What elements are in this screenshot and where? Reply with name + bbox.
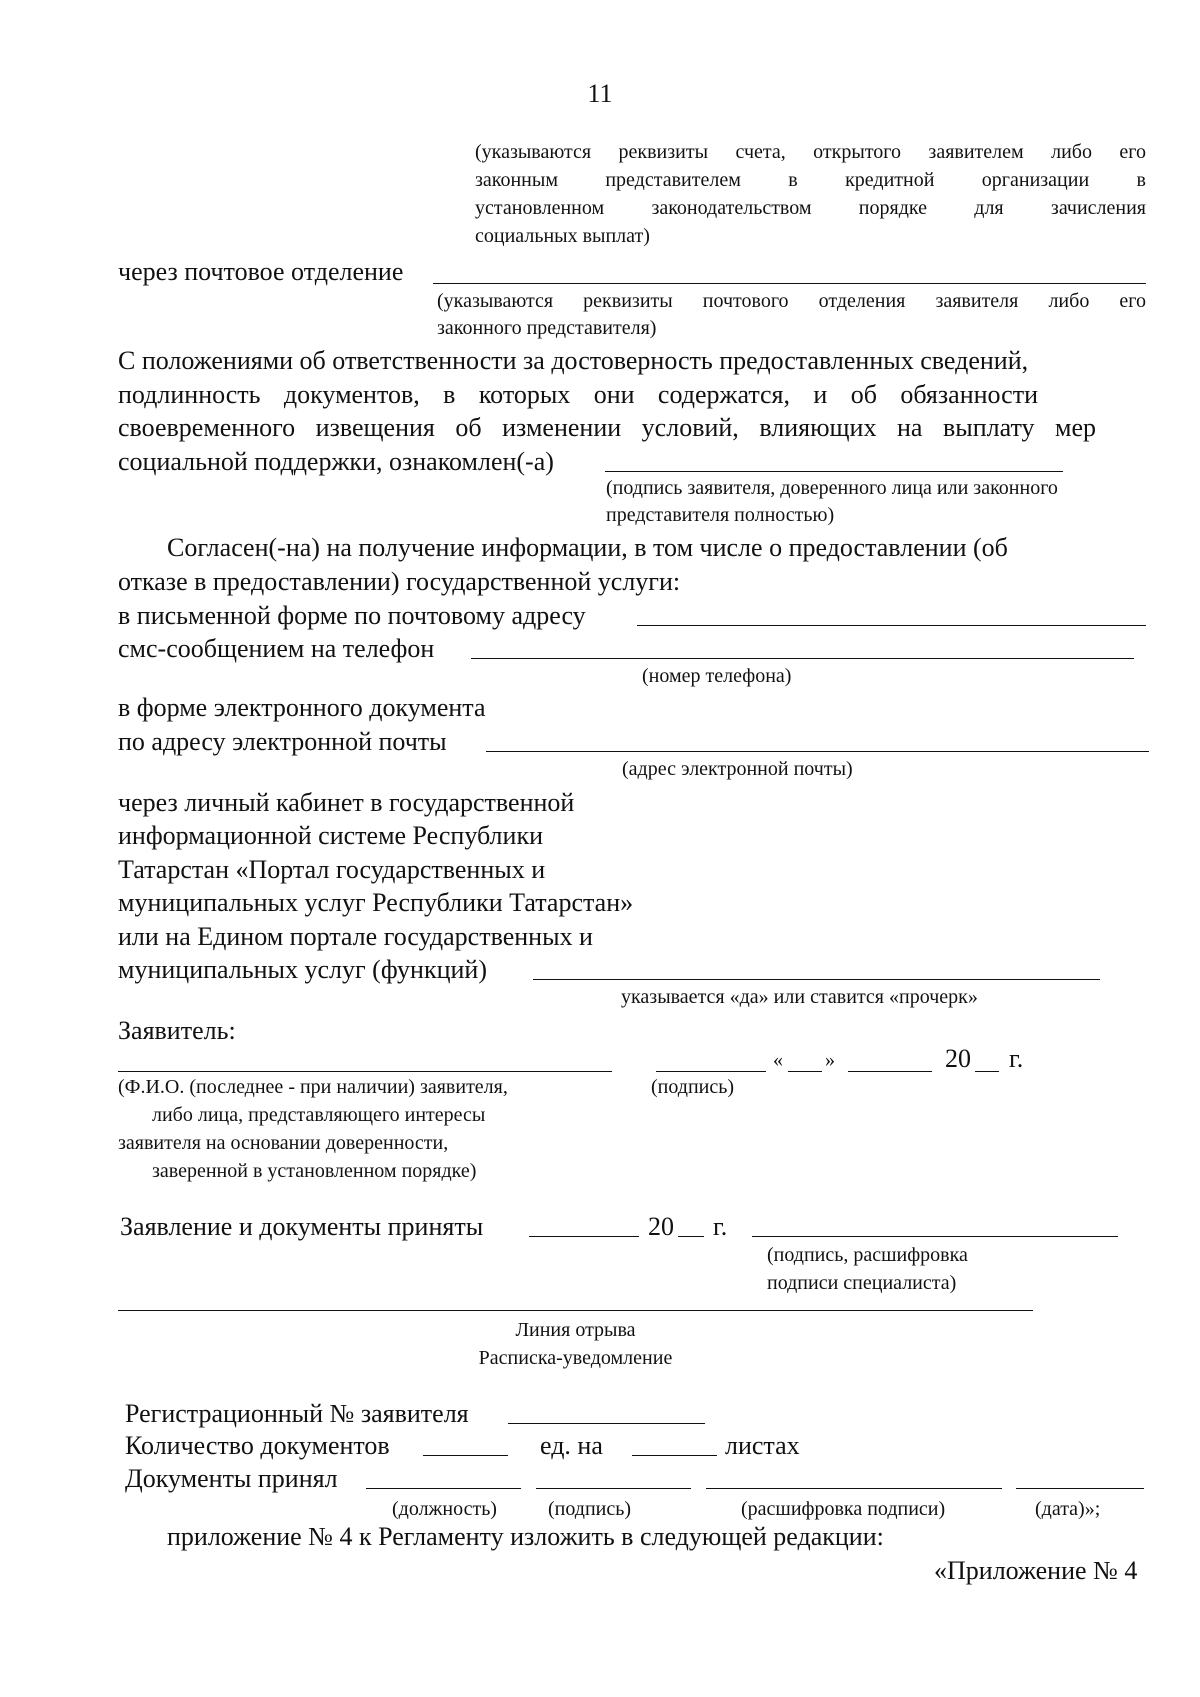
portal-note: указывается «да» или ставится «прочерк» [621, 986, 978, 1008]
receipt-signature-field[interactable] [536, 1488, 691, 1489]
consent-portal-line-6: муниципальных услуг (функций) [118, 955, 487, 984]
account-note-line-1: (указываются реквизиты счета, открытого заявителем либо его [475, 141, 1146, 163]
accepted-year-suffix: г. [713, 1212, 728, 1241]
accepted-label: Заявление и документы приняты [120, 1212, 484, 1241]
fio-note-line-4: заверенной в установленном порядке) [152, 1160, 477, 1182]
position-field[interactable] [366, 1488, 521, 1489]
responsibility-note-line-1: (подпись заявителя, доверенного лица или законного [606, 477, 1058, 499]
page-number: 11 [587, 79, 613, 108]
position-note: (должность) [392, 1498, 497, 1520]
fio-note-line-2: либо лица, представляющего интересы [152, 1104, 486, 1126]
consent-postal-label: в письменной форме по почтовому адресу [118, 601, 586, 630]
date-year-field[interactable] [975, 1071, 999, 1072]
responsibility-note-line-2: представителя полностью) [606, 504, 835, 526]
signature-note: (подпись) [651, 1076, 735, 1098]
accepted-year-prefix: 20 [648, 1212, 674, 1241]
applicant-fio-field[interactable] [118, 1071, 612, 1072]
sheet-count-field[interactable] [632, 1455, 717, 1456]
consent-line-2: отказе в предоставлении) государственной услуги: [118, 567, 681, 596]
consent-portal-line-3: Татарстан «Портал государственных и [118, 855, 546, 884]
signature-decoding-field[interactable] [706, 1488, 1002, 1489]
tear-line-label: Линия отрыва [515, 1319, 636, 1341]
account-note-line-3: установленном законодательством порядке для зачисления [475, 197, 1146, 219]
accepted-note-line-1: (подпись, расшифровка [767, 1244, 968, 1266]
receipt-title: Расписка-уведомление [478, 1347, 673, 1369]
account-note-line-2: законным представителем в кредитной организации в [475, 169, 1146, 191]
reg-number-field[interactable] [508, 1423, 705, 1424]
doc-count-label: Количество документов [125, 1431, 390, 1460]
sheets-label: листах [725, 1431, 800, 1460]
account-note-line-4: социальных выплат) [475, 225, 650, 247]
consent-portal-line-2: информационной системе Республики [118, 821, 543, 850]
post-office-label: через почтовое отделение [118, 257, 404, 286]
doc-count-field[interactable] [423, 1455, 508, 1456]
closing-text: приложение № 4 к Регламенту изложить в следующей редакции: [167, 1522, 884, 1551]
postal-address-field[interactable] [637, 625, 1146, 626]
accepted-date-field[interactable] [529, 1236, 639, 1237]
accepted-year-field[interactable] [678, 1236, 704, 1237]
date-year-prefix: 20 [945, 1044, 971, 1073]
fio-note-line-1: (Ф.И.О. (последнее - при наличии) заявителя, [118, 1076, 508, 1098]
doc-count-units: ед. на [540, 1431, 603, 1460]
date-quote-open: « [773, 1049, 783, 1071]
accepted-by-label: Документы принял [125, 1464, 338, 1493]
phone-note: (номер телефона) [642, 665, 792, 687]
consent-email-line-2: по адресу электронной почты [118, 727, 447, 756]
post-office-note-line-2: законного представителя) [437, 317, 657, 339]
responsibility-line-1: С положениями об ответственности за достоверность предоставленных сведений, [118, 346, 1029, 375]
consent-sms-label: смс-сообщением на телефон [118, 634, 435, 663]
applicant-label: Заявитель: [118, 1016, 236, 1045]
fio-note-line-3: заявителя на основании доверенности, [118, 1132, 449, 1154]
date-quote-close: » [825, 1049, 835, 1071]
reg-number-label: Регистрационный № заявителя [125, 1399, 469, 1428]
post-office-field[interactable] [433, 283, 1146, 284]
date-day-field[interactable] [788, 1071, 822, 1072]
applicant-signature-field[interactable] [656, 1071, 766, 1072]
phone-field[interactable] [471, 658, 1134, 659]
email-note: (адрес электронной почты) [622, 758, 853, 780]
email-field[interactable] [486, 751, 1149, 752]
consent-email-line-1: в форме электронного документа [118, 693, 486, 722]
responsibility-signature-field[interactable] [605, 471, 1063, 472]
consent-portal-line-4: муниципальных услуг Республики Татарстан» [118, 888, 634, 917]
post-office-note-line-1: (указываются реквизиты почтового отделения заявителя либо его [437, 290, 1146, 312]
accepted-note-line-2: подписи специалиста) [767, 1272, 957, 1294]
decoding-note: (расшифровка подписи) [741, 1498, 946, 1520]
specialist-signature-field[interactable] [752, 1236, 1118, 1237]
date-year-suffix: г. [1009, 1044, 1024, 1073]
consent-portal-line-5: или на Едином портале государственных и [118, 922, 593, 951]
responsibility-line-2: подлинность документов, в которых они содержатся, и об обязанности [118, 380, 1038, 409]
portal-field[interactable] [533, 979, 1100, 980]
consent-portal-line-1: через личный кабинет в государственной [118, 788, 575, 817]
receipt-signature-note: (подпись) [548, 1498, 632, 1520]
date-note: (дата)»; [1035, 1498, 1101, 1520]
consent-line-1: Согласен(-на) на получение информации, в том числе о предоставлении (об [167, 533, 1008, 562]
tear-line [118, 1310, 1033, 1311]
responsibility-line-4: социальной поддержки, ознакомлен(-а) [118, 447, 554, 476]
responsibility-line-3: своевременного извещения об изменении условий, влияющих на выплату мер [118, 413, 1096, 442]
receipt-date-field[interactable] [1016, 1488, 1144, 1489]
date-month-field[interactable] [848, 1071, 932, 1072]
appendix-heading: «Приложение № 4 [934, 1556, 1138, 1585]
